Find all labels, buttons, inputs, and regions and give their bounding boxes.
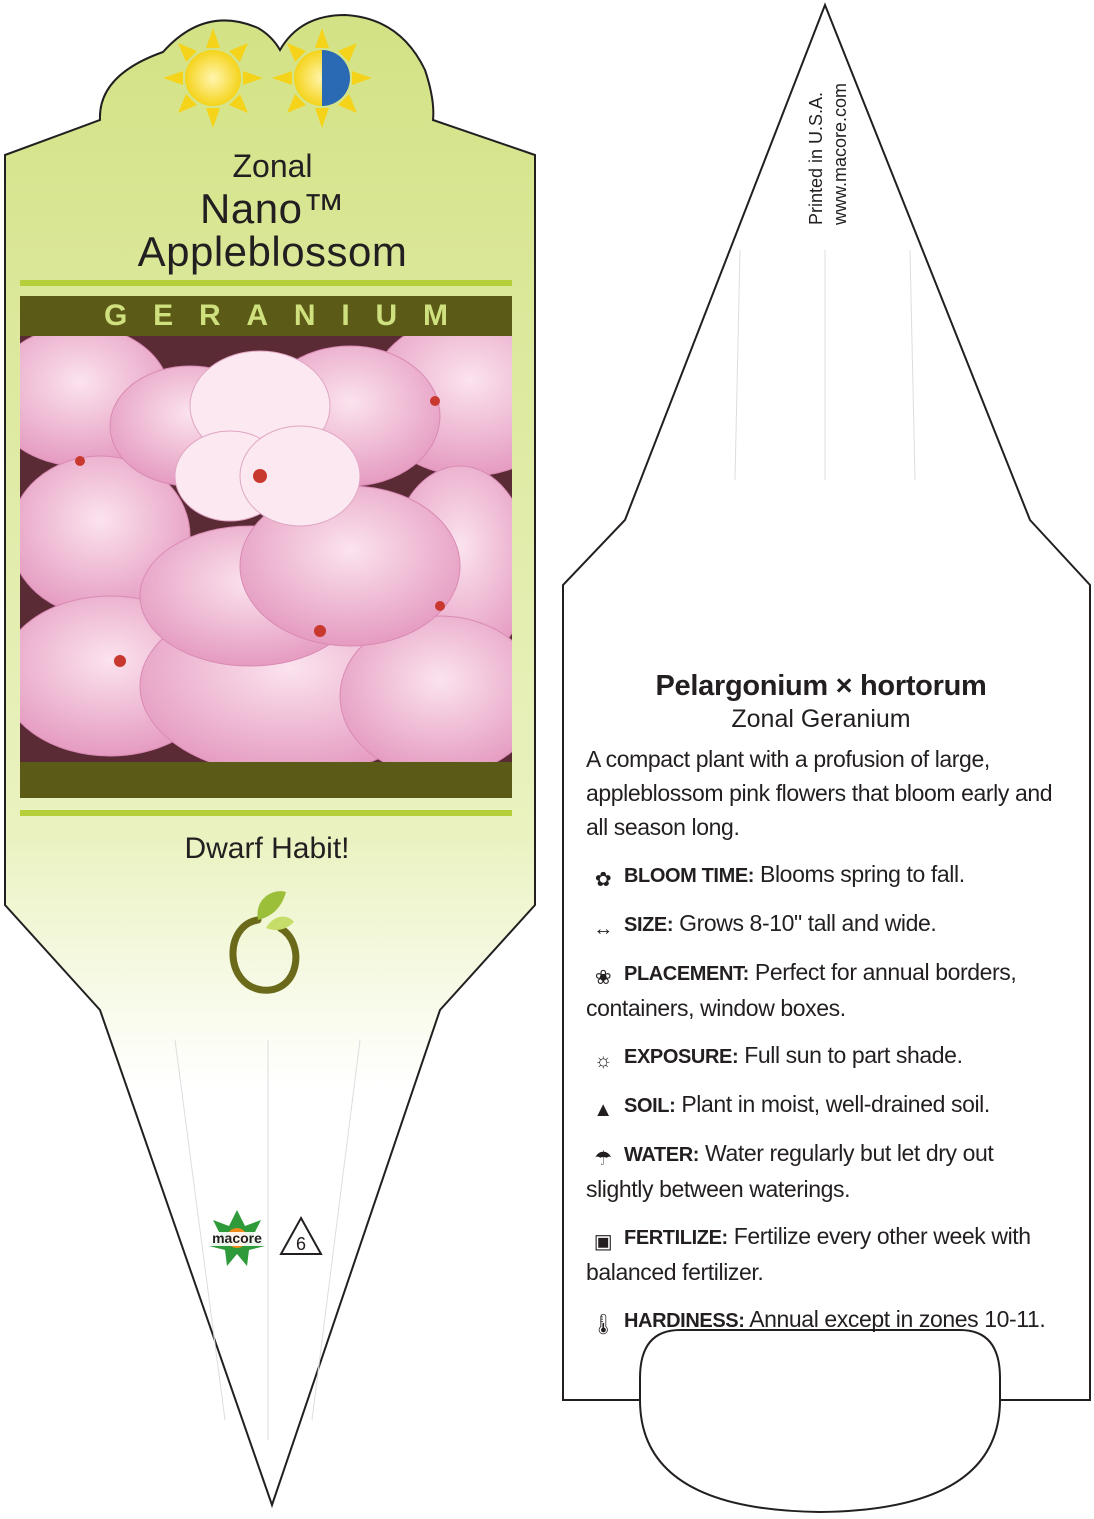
genus-letter: U <box>375 299 398 332</box>
flower-photo <box>20 336 512 762</box>
care-row-label: FERTILIZE: <box>624 1227 728 1249</box>
care-row-label: EXPOSURE: <box>624 1046 739 1068</box>
npk-icon: ▣ <box>593 1231 613 1253</box>
bottom-rule <box>20 810 512 816</box>
full-sun-icon <box>163 28 263 128</box>
part-sun-icon <box>272 28 372 128</box>
brand-logos <box>205 1205 335 1280</box>
care-row-label: PLACEMENT: <box>624 963 749 985</box>
care-info <box>586 670 1056 1338</box>
genus-letter: M <box>422 299 448 332</box>
size-icon: ↔ <box>593 918 613 940</box>
thermometer-icon: 🌡 <box>590 1314 616 1336</box>
care-row <box>586 955 1056 1025</box>
svg-text:www.macore.com: www.macore.com <box>830 82 850 225</box>
care-row-text: Plant in moist, well-drained soil. <box>675 1091 990 1117</box>
svg-text:6: 6 <box>295 1234 307 1254</box>
genus-letter: G <box>104 299 128 332</box>
care-row-text: Perfect for annual borders, containers, window boxes. <box>586 959 1017 1021</box>
variety-name-line2: Appleblossom <box>137 228 408 275</box>
genus-label <box>20 296 512 336</box>
recycle-icon <box>281 1218 321 1254</box>
genus-letter: E <box>153 299 174 332</box>
botanical-name: Pelargonium × hortorum <box>655 670 987 702</box>
macore-logo-icon <box>207 1210 267 1266</box>
variety-name-line1: Nano™ <box>200 185 345 232</box>
care-row-label: WATER: <box>624 1144 699 1166</box>
care-row <box>586 1219 1056 1289</box>
care-row-label: SOIL: <box>624 1095 676 1117</box>
back-tag-cap <box>640 1400 1000 1512</box>
care-row <box>586 1136 1056 1206</box>
genus-letter: N <box>293 299 316 332</box>
habit-text: Dwarf Habit! <box>184 832 350 865</box>
care-rows <box>586 857 1056 1338</box>
care-row <box>586 906 1056 942</box>
care-row-text: Water regularly but let dry out slightly between waterings. <box>586 1140 994 1202</box>
svg-text:Printed in U.S.A.: Printed in U.S.A. <box>806 91 826 225</box>
care-row <box>586 857 1056 893</box>
care-row <box>586 1038 1056 1074</box>
genus-letter: R <box>198 299 221 332</box>
care-row-text: Grows 8-10" tall and wide. <box>673 910 937 936</box>
care-row-text: Fertilize every other week with balanced fertilizer. <box>586 1223 1031 1285</box>
placement-icon: ❀ <box>594 967 612 989</box>
common-name: Zonal Geranium <box>731 705 911 733</box>
sun-icon: ☼ <box>594 1050 612 1072</box>
bottom-band <box>20 762 512 798</box>
care-row-text: Full sun to part shade. <box>738 1042 963 1068</box>
flower-icon: ✿ <box>594 869 612 891</box>
soil-icon: ▲ <box>593 1099 613 1121</box>
genus-letter: I <box>341 299 350 332</box>
svg-text:macore: macore <box>212 1230 262 1246</box>
care-row-label: BLOOM TIME: <box>624 865 755 887</box>
top-rule <box>20 280 512 286</box>
care-row <box>586 1302 1056 1338</box>
care-row <box>586 1087 1056 1123</box>
care-row-label: HARDINESS: <box>624 1310 745 1332</box>
watering-can-icon: ☂ <box>594 1148 612 1170</box>
care-row-label: SIZE: <box>624 914 674 936</box>
series-name: Zonal <box>232 148 313 184</box>
care-row-text: Blooms spring to fall. <box>754 861 965 887</box>
description: A compact plant with a profusion of large, appleblossom pink flowers that bloom early and all season long. <box>586 746 1053 840</box>
genus-letter: A <box>246 299 269 332</box>
care-row-text: Annual except in zones 10-11. <box>744 1306 1046 1332</box>
